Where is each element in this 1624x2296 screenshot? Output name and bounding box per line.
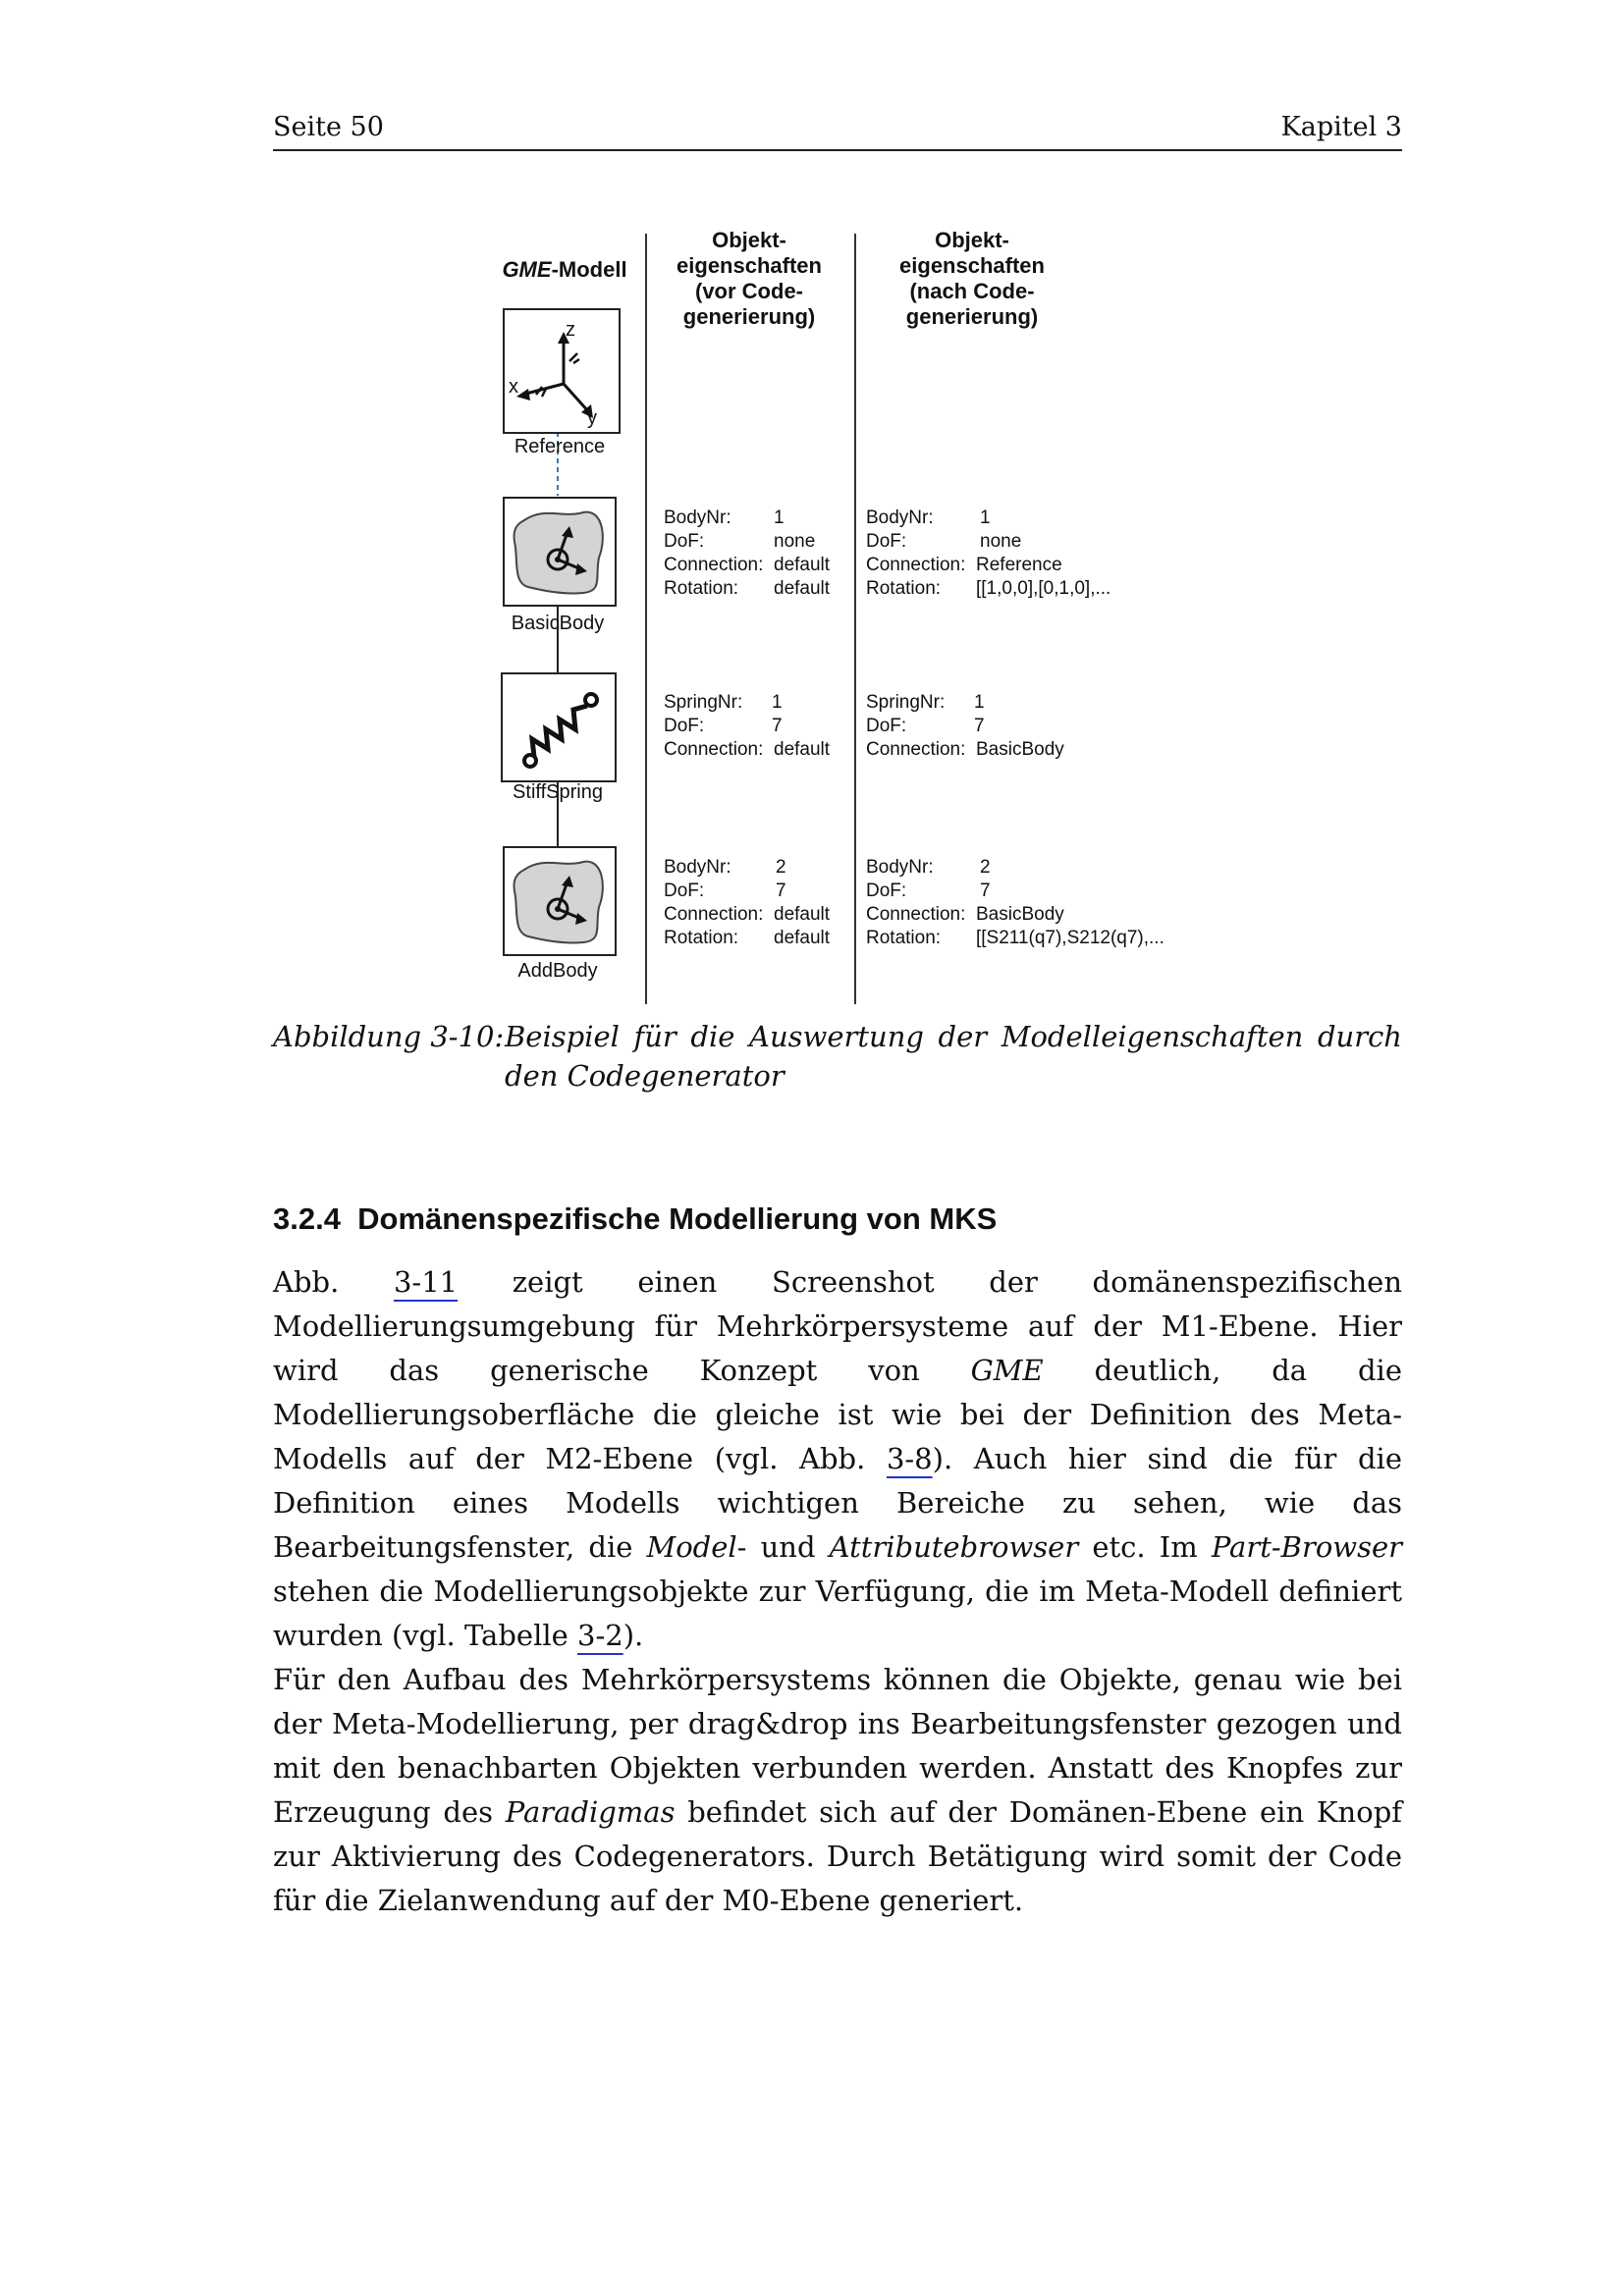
section-body [273,1260,1402,1923]
column-header-before: Objekt- eigenschaften (vor Code- generierung) [677,228,822,329]
basicbody-props-before: BodyNr: 1 DoF: none Connection: default Rotation: default [664,507,831,599]
column-header-after: Objekt- eigenschaften (nach Code- generierung) [899,228,1045,329]
figure-ref-link[interactable]: 3-8 [886,1442,933,1475]
basicbody-label: BasicBody [511,613,605,634]
section-heading: 3.2.4 Domänenspezifische Modellierung von MKS [273,1201,998,1236]
reference-label: Reference [514,436,606,457]
caption-label: Abbildung 3-10: [273,1020,505,1053]
svg-text:x: x [509,376,518,398]
rigid-body-icon [505,499,615,605]
stiffspring-element [501,672,617,782]
column-header-model: GME-Modell [502,257,627,282]
caption-text: Beispiel für die Auswertung der Modelleigenschaften durch den Codegenerator [505,1020,1402,1093]
addbody-label: AddBody [517,960,598,982]
chapter-label: Kapitel 3 [1280,112,1402,142]
figure-ref-link[interactable]: 3-11 [393,1265,459,1299]
stiffspring-label: StiffSpring [513,781,603,803]
spring-props-before: SpringNr: 1 DoF: 7 Connection: default [664,692,831,760]
coordinate-axes-icon [505,310,619,432]
basicbody-element [503,497,617,607]
addbody-element [503,846,617,956]
svg-text:z: z [566,319,575,341]
addbody-props-before: BodyNr: 2 DoF: 7 Connection: default Rotation: default [664,857,831,948]
spring-props-after: SpringNr: 1 DoF: 7 Connection: BasicBody [866,692,1064,760]
page-number: Seite 50 [273,112,384,142]
basicbody-props-after: BodyNr: 1 DoF: none Connection: Reference Rotation: [[1,0,0],[0,1,0],... [866,507,1111,599]
figure-3-10 [0,0,1624,1021]
table-ref-link[interactable]: 3-2 [577,1619,623,1652]
spring-icon [503,674,615,780]
reference-element [503,308,621,434]
paragraph-1: Abb. 3-11 zeigt einen Screenshot der domänenspezifischen Modellierungsumgebung für Mehrkörpersysteme auf der M1-Ebene. Hier wird das generische Konzept von GME deutlich, da die Modellierungsoberfläche die gleiche ist wie bei der Definition des Meta-Modells auf der M2-Ebene (vgl. Abb. 3-8). Auch hier sind die für die Definition eines Modells wichtigen Bereiche zu sehen, wie das Bearbeitungsfenster, die Model- und Attributebrowser etc. Im Part-Browser stehen die Modellierungsobjekte zur Verfügung, die im Meta-Modell definiert wurden (vgl. Tabelle 3-2). [273,1265,1403,1652]
svg-text:y: y [587,407,597,429]
addbody-props-after: BodyNr: 2 DoF: 7 Connection: BasicBody Rotation: [[S211(q7),S212(q7),... [866,857,1164,948]
paragraph-2: Für den Aufbau des Mehrkörpersystems können die Objekte, genau wie bei der Meta-Modellierung, per drag&drop ins Bearbeitungsfenster gezogen und mit den benachbarten Objekten verbunden werden. Anstatt des Knopfes zur Erzeugung des Paradigmas befindet sich auf der Domänen-Ebene ein Knopf zur Aktivierung des Codegenerators. Durch Betätigung wird somit der Code für die Zielanwendung auf der M0-Ebene generiert. [273,1663,1402,1917]
rigid-body-icon [505,848,615,954]
